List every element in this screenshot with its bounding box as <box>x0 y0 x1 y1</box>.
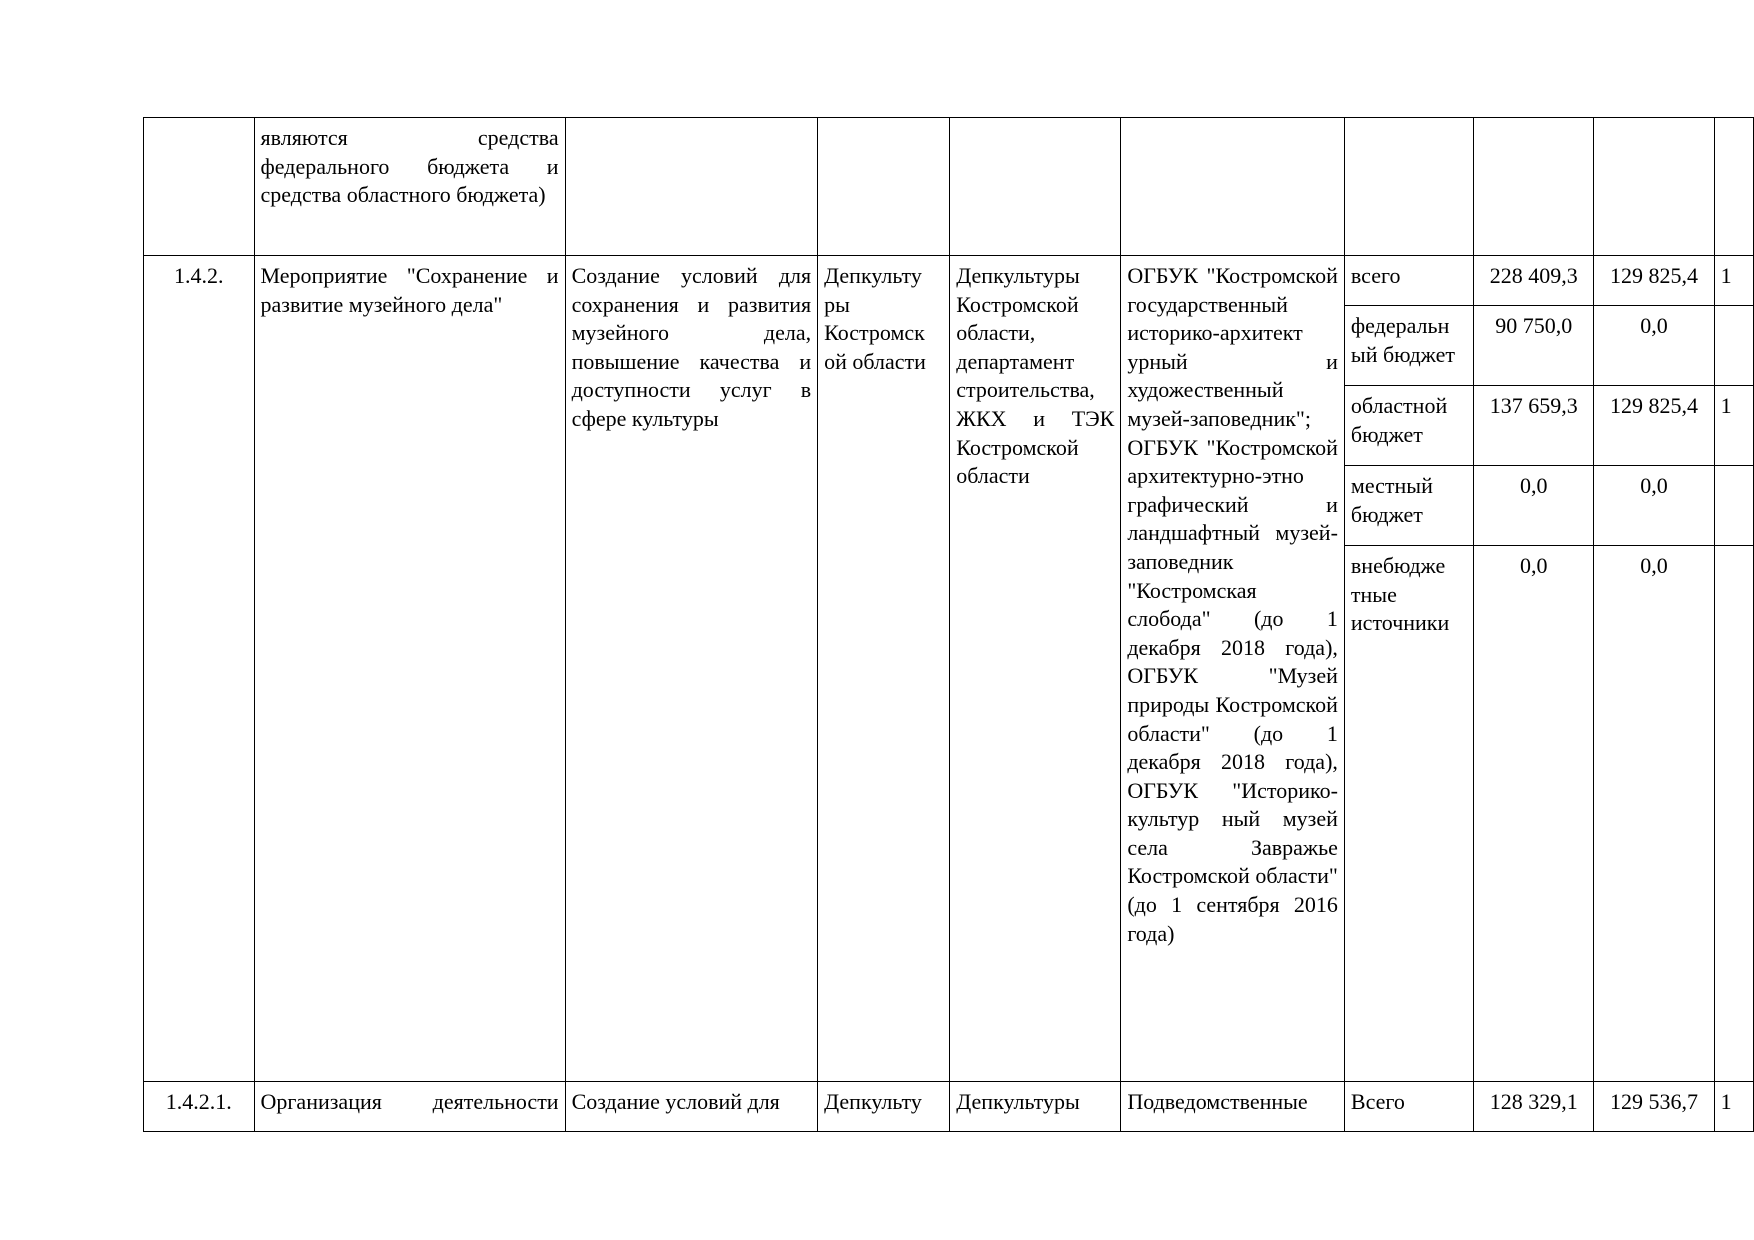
cell-value-2: 129 825,4 <box>1594 386 1714 466</box>
cell-value-3: 1 <box>1714 386 1753 466</box>
cell-value-3 <box>1714 546 1753 1082</box>
cell-value-3 <box>1714 118 1753 256</box>
cell-source <box>1344 118 1473 256</box>
cell-value-2 <box>1594 118 1714 256</box>
cell-value-1: 0,0 <box>1474 466 1594 546</box>
cell-coexecutors: Депкультуры <box>950 1082 1121 1132</box>
cell-responsible: Депкульту ры Костромск ой области <box>818 256 950 1082</box>
cell-responsible: Депкульту <box>818 1082 950 1132</box>
cell-source: всего <box>1344 256 1473 306</box>
cell-goal <box>565 118 818 256</box>
cell-value-1 <box>1474 118 1594 256</box>
cell-coexecutors <box>950 118 1121 256</box>
cell-value-1: 128 329,1 <box>1474 1082 1594 1132</box>
cell-value-1: 0,0 <box>1474 546 1594 1082</box>
cell-value-3 <box>1714 306 1753 386</box>
cell-source: федеральн ый бюджет <box>1344 306 1473 386</box>
cell-description: являются средства федерального бюджета и средства областного бюджета) <box>254 118 565 256</box>
cell-coexecutors: Депкультуры Костромской области, департамент строительства, ЖКХ и ТЭК Костромской области <box>950 256 1121 1082</box>
cell-value-1: 137 659,3 <box>1474 386 1594 466</box>
cell-num: 1.4.2.1. <box>144 1082 255 1132</box>
cell-value-2: 129 536,7 <box>1594 1082 1714 1132</box>
cell-goal: Создание условий для <box>565 1082 818 1132</box>
cell-description: Мероприятие "Сохранение и развитие музейного дела" <box>254 256 565 1082</box>
cell-goal: Создание условий для сохранения и развития музейного дела, повышение качества и доступности услуг в сфере культуры <box>565 256 818 1082</box>
cell-value-2: 129 825,4 <box>1594 256 1714 306</box>
cell-source: Всего <box>1344 1082 1473 1132</box>
cell-num: 1.4.2. <box>144 256 255 1082</box>
cell-value-2: 0,0 <box>1594 306 1714 386</box>
table-row <box>144 256 1754 306</box>
cell-num <box>144 118 255 256</box>
program-table <box>143 117 1754 1132</box>
table-row <box>144 118 1754 256</box>
table-row <box>144 1082 1754 1132</box>
cell-participants <box>1121 118 1345 256</box>
cell-value-3: 1 <box>1714 256 1753 306</box>
cell-value-1: 90 750,0 <box>1474 306 1594 386</box>
cell-participants: Подведомственные <box>1121 1082 1345 1132</box>
cell-description: Организация деятельности <box>254 1082 565 1132</box>
cell-value-2: 0,0 <box>1594 466 1714 546</box>
cell-value-3 <box>1714 466 1753 546</box>
cell-source: внебюдже тные источники <box>1344 546 1473 1082</box>
cell-value-1: 228 409,3 <box>1474 256 1594 306</box>
cell-participants: ОГБУК "Костромской государственный историко-архитект урный и художественный музей-заповедник"; ОГБУК "Костромской архитектурно-этно графический и ландшафтный музей-заповедник "Костромская слобода" (до 1 декабря 2018 года), ОГБУК "Музей природы Костромской области" (до 1 декабря 2018 года), ОГБУК "Историко-культур ный музей села Завражье Костромской области" (до 1 сентября 2016 года) <box>1121 256 1345 1082</box>
cell-source: областной бюджет <box>1344 386 1473 466</box>
cell-source: местный бюджет <box>1344 466 1473 546</box>
cell-responsible <box>818 118 950 256</box>
cell-value-2: 0,0 <box>1594 546 1714 1082</box>
cell-value-3: 1 <box>1714 1082 1753 1132</box>
